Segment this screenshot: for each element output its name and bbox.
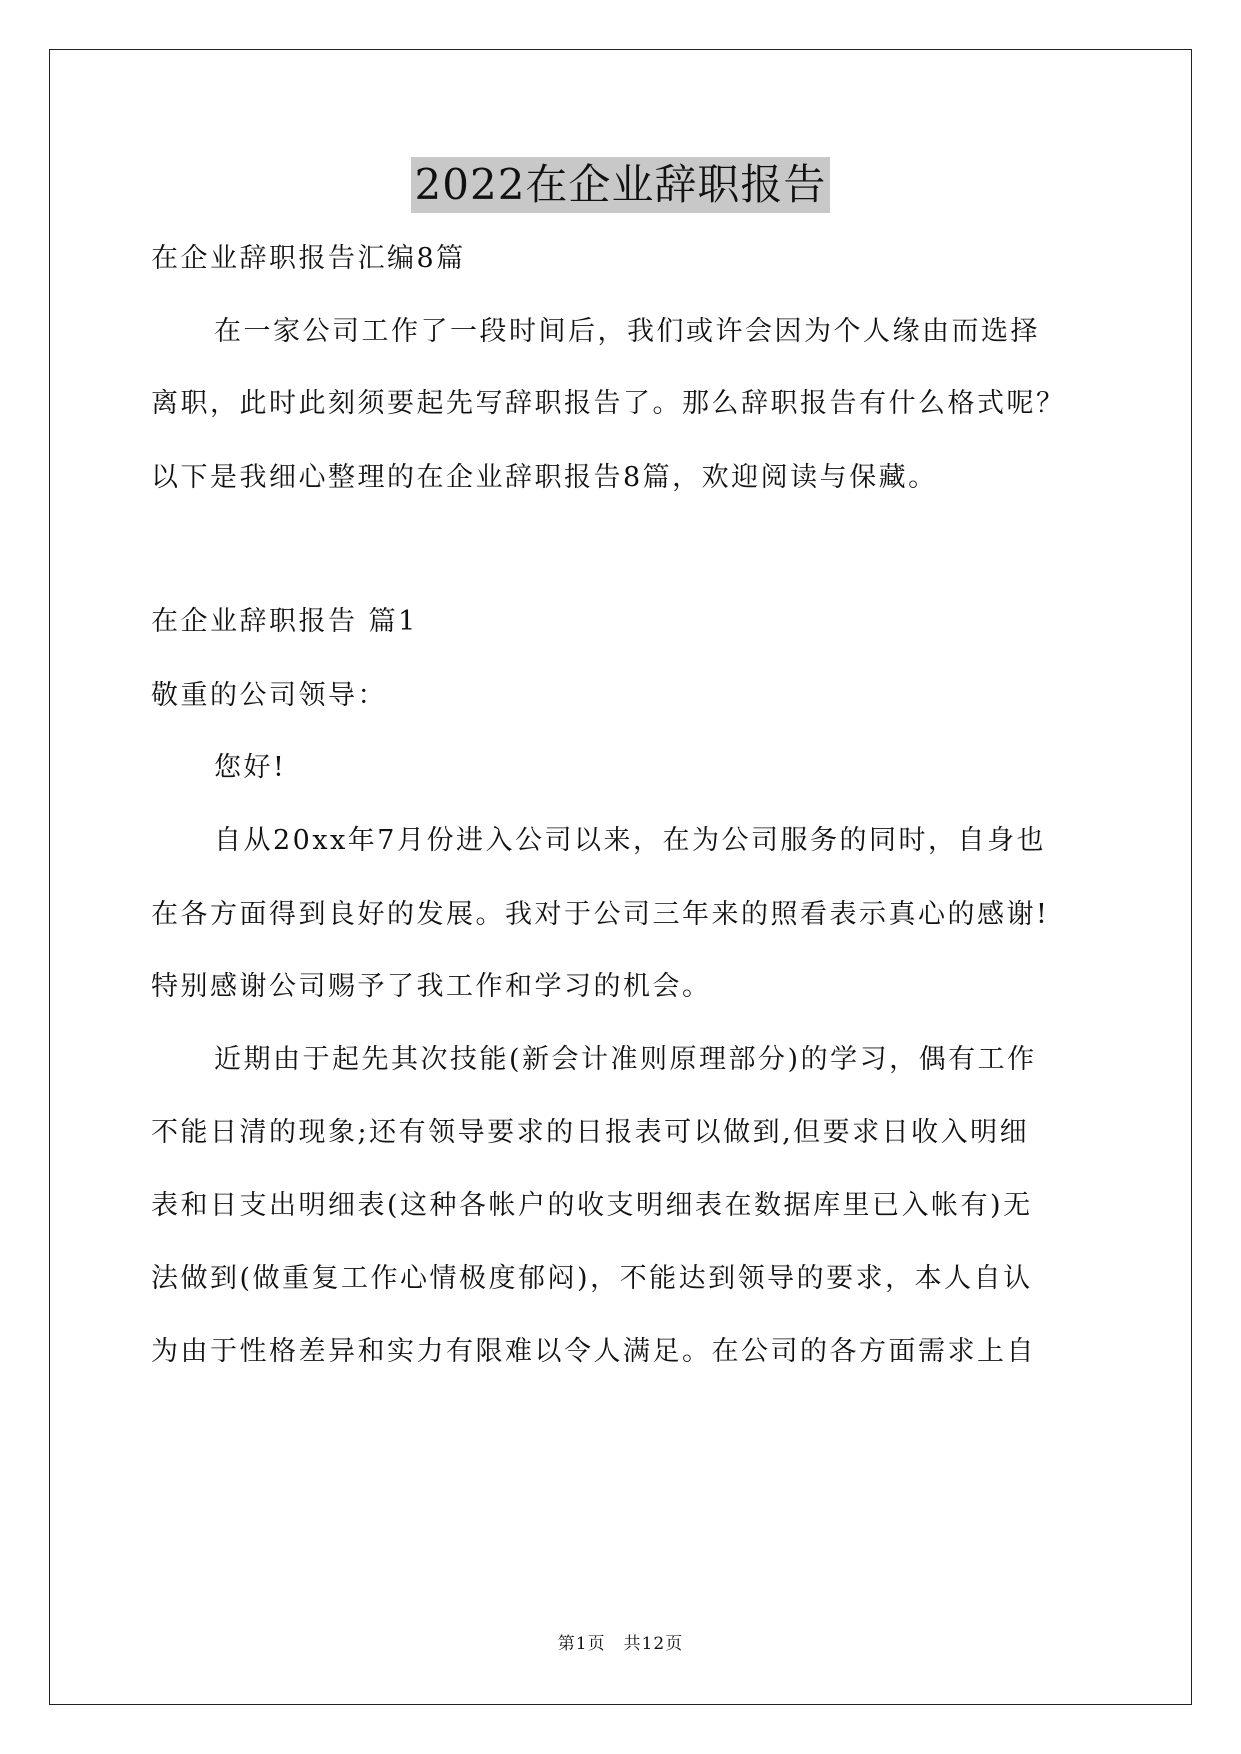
paragraph-line: 为由于性格差异和实力有限难以令人满足。在公司的各方面需求上自 xyxy=(151,1336,1036,1367)
paragraph-line: 法做到(做重复工作心情极度郁闷)，不能达到领导的要求，本人自认 xyxy=(151,1263,1033,1294)
paragraph-line: 自从20xx年7月份进入公司以来，在为公司服务的同时，自身也 xyxy=(214,825,1046,856)
paragraph-line: 不能日清的现象;还有领导要求的日报表可以做到,但要求日收入明细 xyxy=(151,1117,1030,1148)
paragraph-line: 在各方面得到良好的发展。我对于公司三年来的照看表示真心的感谢! xyxy=(151,899,1050,930)
intro-line: 离职，此时此刻须要起先写辞职报告了。那么辞职报告有什么格式呢？ xyxy=(151,388,1066,419)
page-border xyxy=(49,49,1192,1705)
page-number: 第1页 共12页 xyxy=(557,1634,684,1654)
title-wrap xyxy=(0,157,1241,213)
document-title: 2022在企业辞职报告 xyxy=(411,157,831,213)
paragraph-line: 近期由于起先其次技能(新会计准则原理部分)的学习，偶有工作 xyxy=(214,1044,1037,1075)
intro-line: 以下是我细心整理的在企业辞职报告8篇，欢迎阅读与保藏。 xyxy=(151,462,938,493)
paragraph-line: 表和日支出明细表(这种各帐户的收支明细表在数据库里已入帐有)无 xyxy=(151,1190,1033,1221)
greeting: 您好! xyxy=(214,752,287,783)
paragraph-line: 特别感谢公司赐予了我工作和学习的机会。 xyxy=(151,971,712,1002)
section-heading: 在企业辞职报告 篇1 xyxy=(151,606,418,637)
subtitle: 在企业辞职报告汇编8篇 xyxy=(151,243,466,274)
intro-line: 在一家公司工作了一段时间后，我们或许会因为个人缘由而选择 xyxy=(214,316,1040,347)
salutation: 敬重的公司领导： xyxy=(151,680,387,711)
